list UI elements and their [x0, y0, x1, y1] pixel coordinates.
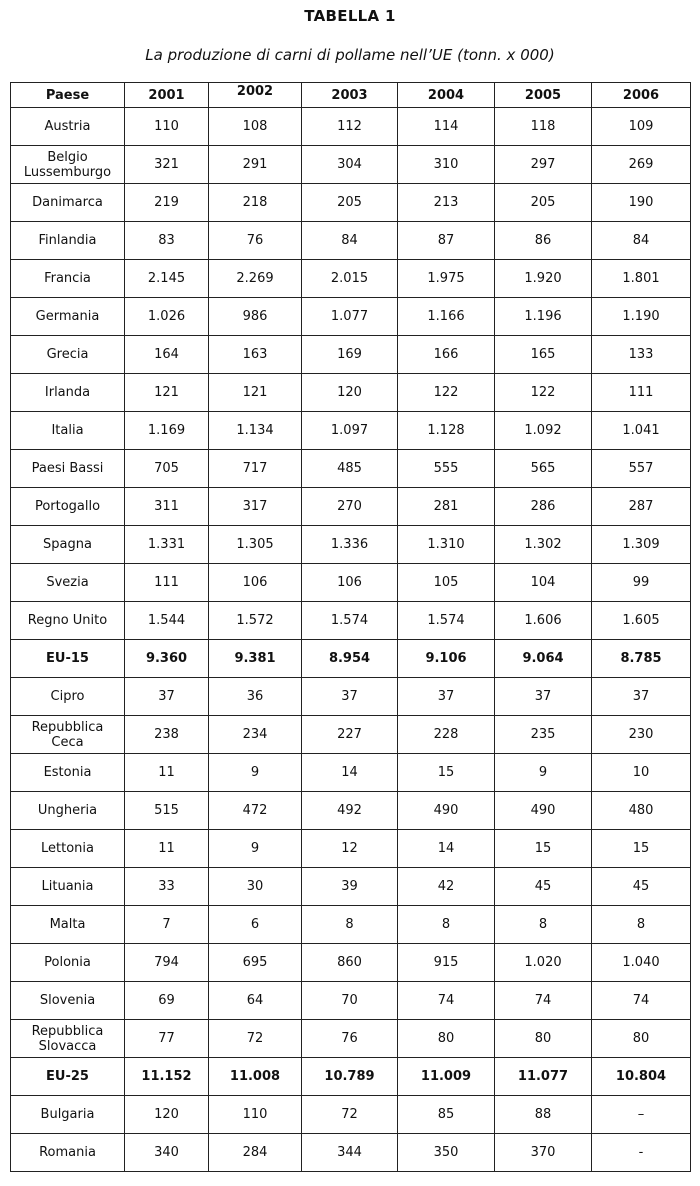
value-cell: 74: [592, 982, 691, 1020]
value-cell: 14: [398, 830, 495, 868]
column-header-year: 2004: [398, 83, 495, 108]
value-cell: 37: [398, 678, 495, 716]
value-cell: 85: [398, 1096, 495, 1134]
value-cell: 69: [125, 982, 209, 1020]
value-cell: 36: [209, 678, 302, 716]
table-row: [11, 184, 691, 222]
value-cell: 1.092: [495, 412, 592, 450]
value-cell: 1.026: [125, 298, 209, 336]
country-cell: Finlandia: [11, 222, 125, 260]
value-cell: 344: [302, 1134, 398, 1172]
value-cell: 234: [209, 716, 302, 754]
value-cell: 1.041: [592, 412, 691, 450]
value-cell: 76: [209, 222, 302, 260]
value-cell: 565: [495, 450, 592, 488]
table-row: [11, 564, 691, 602]
value-cell: 76: [302, 1020, 398, 1058]
value-cell: 45: [495, 868, 592, 906]
value-cell: 1.975: [398, 260, 495, 298]
value-cell: 370: [495, 1134, 592, 1172]
value-cell: 70: [302, 982, 398, 1020]
value-cell: 281: [398, 488, 495, 526]
value-cell: 88: [495, 1096, 592, 1134]
value-cell: 45: [592, 868, 691, 906]
value-cell: 37: [592, 678, 691, 716]
table-body: [11, 108, 691, 1172]
value-cell: 121: [209, 374, 302, 412]
value-cell: 1.801: [592, 260, 691, 298]
value-cell: 164: [125, 336, 209, 374]
country-cell: Estonia: [11, 754, 125, 792]
value-cell: 11.009: [398, 1058, 495, 1096]
value-cell: 106: [209, 564, 302, 602]
value-cell: 109: [592, 108, 691, 146]
value-cell: 205: [495, 184, 592, 222]
country-cell: EU-25: [11, 1058, 125, 1096]
table-row: [11, 374, 691, 412]
value-cell: 84: [302, 222, 398, 260]
value-cell: 213: [398, 184, 495, 222]
value-cell: 1.574: [398, 602, 495, 640]
value-cell: 515: [125, 792, 209, 830]
value-cell: 12: [302, 830, 398, 868]
value-cell: 2.269: [209, 260, 302, 298]
table-title: TABELLA 1: [304, 7, 396, 25]
value-cell: 111: [592, 374, 691, 412]
value-cell: 555: [398, 450, 495, 488]
value-cell: 219: [125, 184, 209, 222]
table-row: [11, 336, 691, 374]
value-cell: 11.008: [209, 1058, 302, 1096]
value-cell: 10: [592, 754, 691, 792]
value-cell: 311: [125, 488, 209, 526]
value-cell: 695: [209, 944, 302, 982]
value-cell: 557: [592, 450, 691, 488]
value-cell: 72: [302, 1096, 398, 1134]
country-cell: Belgio Lussemburgo: [11, 146, 125, 184]
value-cell: 120: [302, 374, 398, 412]
value-cell: 133: [592, 336, 691, 374]
value-cell: 269: [592, 146, 691, 184]
value-cell: 205: [302, 184, 398, 222]
value-cell: 121: [125, 374, 209, 412]
value-cell: 1.309: [592, 526, 691, 564]
value-cell: 1.331: [125, 526, 209, 564]
table-total-row: [11, 1058, 691, 1096]
value-cell: 15: [592, 830, 691, 868]
value-cell: 490: [495, 792, 592, 830]
country-cell: Paesi Bassi: [11, 450, 125, 488]
table-row: [11, 222, 691, 260]
value-cell: 86: [495, 222, 592, 260]
value-cell: 8: [302, 906, 398, 944]
value-cell: 104: [495, 564, 592, 602]
table-row: [11, 944, 691, 982]
value-cell: 9: [495, 754, 592, 792]
value-cell: 11: [125, 754, 209, 792]
value-cell: 490: [398, 792, 495, 830]
value-cell: 1.020: [495, 944, 592, 982]
table-row: [11, 108, 691, 146]
column-header-year: 2002: [209, 83, 302, 108]
country-cell: Slovenia: [11, 982, 125, 1020]
value-cell: 340: [125, 1134, 209, 1172]
table-row: [11, 1134, 691, 1172]
value-cell: 111: [125, 564, 209, 602]
table-row: [11, 488, 691, 526]
value-cell: 1.097: [302, 412, 398, 450]
value-cell: 112: [302, 108, 398, 146]
value-cell: 915: [398, 944, 495, 982]
value-cell: 110: [125, 108, 209, 146]
country-cell: Repubblica Ceca: [11, 716, 125, 754]
value-cell: 1.606: [495, 602, 592, 640]
value-cell: 42: [398, 868, 495, 906]
table-row: [11, 830, 691, 868]
table-row: [11, 868, 691, 906]
value-cell: 9.381: [209, 640, 302, 678]
table-row: [11, 146, 691, 184]
value-cell: 84: [592, 222, 691, 260]
value-cell: 106: [302, 564, 398, 602]
value-cell: 8.785: [592, 640, 691, 678]
country-cell: Danimarca: [11, 184, 125, 222]
value-cell: 2.015: [302, 260, 398, 298]
value-cell: 287: [592, 488, 691, 526]
value-cell: 33: [125, 868, 209, 906]
column-header-year: 2006: [592, 83, 691, 108]
value-cell: 8.954: [302, 640, 398, 678]
value-cell: 492: [302, 792, 398, 830]
value-cell: 10.804: [592, 1058, 691, 1096]
value-cell: 80: [495, 1020, 592, 1058]
value-cell: 230: [592, 716, 691, 754]
column-header-year: 2003: [302, 83, 398, 108]
value-cell: 321: [125, 146, 209, 184]
country-cell: Romania: [11, 1134, 125, 1172]
value-cell: 317: [209, 488, 302, 526]
table-subtitle: La produzione di carni di pollame nell’UE (tonn. x 000): [145, 46, 555, 64]
value-cell: 2.145: [125, 260, 209, 298]
value-cell: 1.920: [495, 260, 592, 298]
value-cell: 6: [209, 906, 302, 944]
value-cell: 8: [592, 906, 691, 944]
value-cell: 485: [302, 450, 398, 488]
value-cell: 310: [398, 146, 495, 184]
value-cell: 105: [398, 564, 495, 602]
value-cell: 284: [209, 1134, 302, 1172]
value-cell: 80: [398, 1020, 495, 1058]
value-cell: 350: [398, 1134, 495, 1172]
value-cell: 1.574: [302, 602, 398, 640]
value-cell: 11.152: [125, 1058, 209, 1096]
country-cell: Malta: [11, 906, 125, 944]
value-cell: 15: [398, 754, 495, 792]
table-row: [11, 260, 691, 298]
value-cell: 1.196: [495, 298, 592, 336]
value-cell: 8: [495, 906, 592, 944]
value-cell: 39: [302, 868, 398, 906]
value-cell: 15: [495, 830, 592, 868]
table-row: [11, 1096, 691, 1134]
value-cell: 9.064: [495, 640, 592, 678]
table-row: [11, 754, 691, 792]
value-cell: 1.310: [398, 526, 495, 564]
value-cell: 83: [125, 222, 209, 260]
value-cell: 1.605: [592, 602, 691, 640]
value-cell: 9: [209, 754, 302, 792]
column-header-year: 2005: [495, 83, 592, 108]
value-cell: 1.305: [209, 526, 302, 564]
country-cell: Austria: [11, 108, 125, 146]
value-cell: 77: [125, 1020, 209, 1058]
value-cell: 30: [209, 868, 302, 906]
value-cell: 1.128: [398, 412, 495, 450]
value-cell: 238: [125, 716, 209, 754]
value-cell: 120: [125, 1096, 209, 1134]
value-cell: 480: [592, 792, 691, 830]
country-cell: Lituania: [11, 868, 125, 906]
value-cell: 270: [302, 488, 398, 526]
value-cell: 9.360: [125, 640, 209, 678]
value-cell: 114: [398, 108, 495, 146]
value-cell: 99: [592, 564, 691, 602]
table-row: [11, 982, 691, 1020]
value-cell: 1.134: [209, 412, 302, 450]
value-cell: -: [592, 1134, 691, 1172]
value-cell: 860: [302, 944, 398, 982]
value-cell: 166: [398, 336, 495, 374]
value-cell: 1.572: [209, 602, 302, 640]
country-cell: Italia: [11, 412, 125, 450]
column-header-country: Paese: [11, 83, 125, 108]
country-cell: Regno Unito: [11, 602, 125, 640]
value-cell: 227: [302, 716, 398, 754]
value-cell: 64: [209, 982, 302, 1020]
value-cell: 14: [302, 754, 398, 792]
value-cell: 118: [495, 108, 592, 146]
country-cell: Lettonia: [11, 830, 125, 868]
value-cell: 1.040: [592, 944, 691, 982]
table-row: [11, 716, 691, 754]
value-cell: 986: [209, 298, 302, 336]
value-cell: 1.166: [398, 298, 495, 336]
value-cell: 304: [302, 146, 398, 184]
value-cell: 705: [125, 450, 209, 488]
country-cell: Repubblica Slovacca: [11, 1020, 125, 1058]
country-cell: Ungheria: [11, 792, 125, 830]
value-cell: 472: [209, 792, 302, 830]
value-cell: 228: [398, 716, 495, 754]
country-cell: Portogallo: [11, 488, 125, 526]
country-cell: Svezia: [11, 564, 125, 602]
value-cell: 291: [209, 146, 302, 184]
value-cell: 1.190: [592, 298, 691, 336]
table-row: [11, 602, 691, 640]
table-row: [11, 298, 691, 336]
table-row: [11, 906, 691, 944]
header-row: [11, 83, 691, 108]
value-cell: 72: [209, 1020, 302, 1058]
value-cell: 87: [398, 222, 495, 260]
value-cell: 1.169: [125, 412, 209, 450]
column-header-year: 2001: [125, 83, 209, 108]
value-cell: 1.544: [125, 602, 209, 640]
value-cell: 11: [125, 830, 209, 868]
country-cell: Cipro: [11, 678, 125, 716]
value-cell: 37: [302, 678, 398, 716]
table-total-row: [11, 640, 691, 678]
value-cell: 1.077: [302, 298, 398, 336]
country-cell: Spagna: [11, 526, 125, 564]
value-cell: 10.789: [302, 1058, 398, 1096]
value-cell: 286: [495, 488, 592, 526]
value-cell: 122: [495, 374, 592, 412]
table-row: [11, 792, 691, 830]
value-cell: 297: [495, 146, 592, 184]
value-cell: 163: [209, 336, 302, 374]
table-row: [11, 1020, 691, 1058]
value-cell: 235: [495, 716, 592, 754]
value-cell: 74: [398, 982, 495, 1020]
value-cell: 110: [209, 1096, 302, 1134]
table-row: [11, 412, 691, 450]
value-cell: 122: [398, 374, 495, 412]
country-cell: Francia: [11, 260, 125, 298]
value-cell: 169: [302, 336, 398, 374]
country-cell: Irlanda: [11, 374, 125, 412]
table-row: [11, 450, 691, 488]
value-cell: 794: [125, 944, 209, 982]
value-cell: 80: [592, 1020, 691, 1058]
value-cell: 9.106: [398, 640, 495, 678]
value-cell: 9: [209, 830, 302, 868]
table-row: [11, 526, 691, 564]
value-cell: 218: [209, 184, 302, 222]
value-cell: –: [592, 1096, 691, 1134]
value-cell: 165: [495, 336, 592, 374]
value-cell: 108: [209, 108, 302, 146]
poultry-production-table: [10, 82, 691, 1172]
country-cell: Bulgaria: [11, 1096, 125, 1134]
country-cell: Polonia: [11, 944, 125, 982]
value-cell: 1.336: [302, 526, 398, 564]
value-cell: 8: [398, 906, 495, 944]
table-row: [11, 678, 691, 716]
country-cell: Germania: [11, 298, 125, 336]
value-cell: 74: [495, 982, 592, 1020]
value-cell: 717: [209, 450, 302, 488]
value-cell: 7: [125, 906, 209, 944]
country-cell: EU-15: [11, 640, 125, 678]
value-cell: 190: [592, 184, 691, 222]
country-cell: Grecia: [11, 336, 125, 374]
value-cell: 11.077: [495, 1058, 592, 1096]
value-cell: 37: [125, 678, 209, 716]
value-cell: 37: [495, 678, 592, 716]
value-cell: 1.302: [495, 526, 592, 564]
